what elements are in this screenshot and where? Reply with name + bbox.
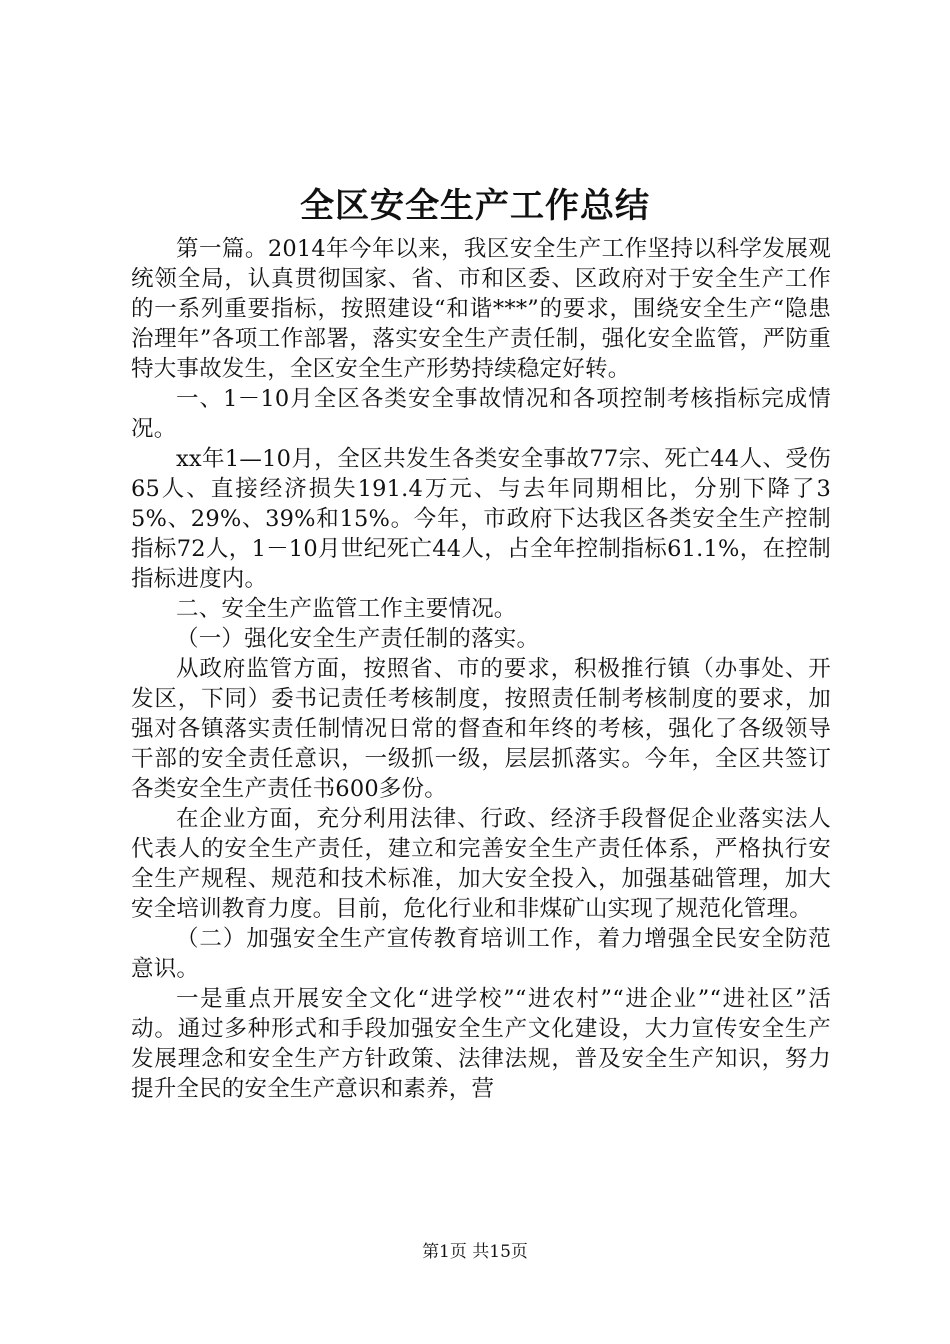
paragraph: 一、1－10月全区各类安全事故情况和各项控制考核指标完成情况。 xyxy=(131,386,831,442)
paragraph: （一）强化安全生产责任制的落实。 xyxy=(176,626,540,652)
paragraph: 二、安全生产监管工作主要情况。 xyxy=(176,596,517,622)
document-title: 全区安全生产工作总结 xyxy=(300,186,650,226)
paragraph: xx年1—10月，全区共发生各类安全事故77宗、死亡44人、受伤65人、直接经济损失191.4万元、与去年同期相比，分别下降了35%、29%、39%和15%。今年，市政府下达我区各类安全生产控制指标72人，1－10月世纪死亡44人，占全年控制指标61.1%，在控制指标进度内。 xyxy=(131,446,831,592)
paragraph: 从政府监管方面，按照省、市的要求，积极推行镇（办事处、开发区，下同）委书记责任考核制度，按照责任制考核制度的要求，加强对各镇落实责任制情况日常的督查和年终的考核，强化了各级领导干部的安全责任意识，一级抓一级，层层抓落实。今年，全区共签订各类安全生产责任书600多份。 xyxy=(131,656,831,802)
paragraph: （二）加强安全生产宣传教育培训工作，着力增强全民安全防范意识。 xyxy=(131,926,831,982)
paragraph: 在企业方面，充分利用法律、行政、经济手段督促企业落实法人代表人的安全生产责任，建立和完善安全生产责任体系，严格执行安全生产规程、规范和技术标准，加大安全投入，加强基础管理，加大安全培训教育力度。目前，危化行业和非煤矿山实现了规范化管理。 xyxy=(131,806,831,922)
page-number-footer: 第1页 共15页 xyxy=(422,1242,528,1262)
paragraph: 一是重点开展安全文化“进学校”“进农村”“进企业”“进社区”活动。通过多种形式和手段加强安全生产文化建设，大力宣传安全生产发展理念和安全生产方针政策、法律法规，普及安全生产知识，努力提升全民的安全生产意识和素养，营 xyxy=(131,986,831,1102)
paragraph: 第一篇。2014年今年以来，我区安全生产工作坚持以科学发展观统领全局，认真贯彻国家、省、市和区委、区政府对于安全生产工作的一系列重要指标，按照建设“和谐***”的要求，围绕安全生产“隐患治理年”各项工作部署，落实安全生产责任制，强化安全监管，严防重特大事故发生，全区安全生产形势持续稳定好转。 xyxy=(131,236,831,382)
document-body xyxy=(131,234,831,1104)
